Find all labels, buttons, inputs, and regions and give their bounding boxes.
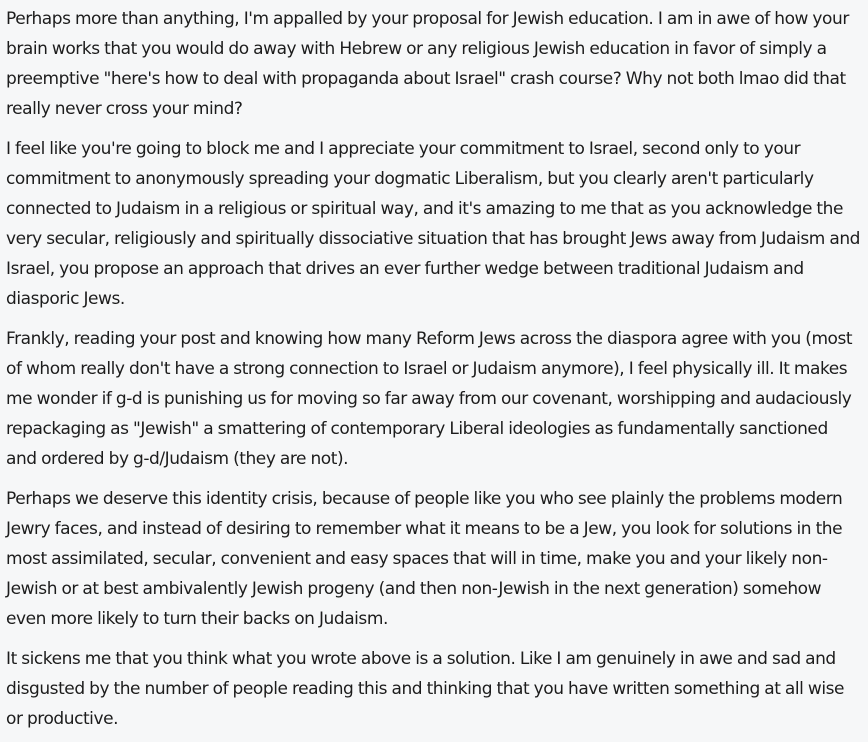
comment-paragraph-2: I feel like you're going to block me and I appreciate your commitment to Israel, second only to your commitment to anonymously spreading your dogmatic Liberalism, but you clearly aren't particularly connected to Judaism in a religious or spiritual way, and it's amazing to me that as you acknowledge the very secular, religiously and spiritually dissociative situation that has brought Jews away from Judaism and Israel, you propose an approach that drives an ever further wedge between traditional Judaism and diasporic Jews. <box>6 139 860 309</box>
comment-paragraph-4: Perhaps we deserve this identity crisis, because of people like you who see plainly the problems modern Jewry faces, and instead of desiring to remember what it means to be a Jew, you look for solutions in the most assimilated, secular, convenient and easy spaces that will in time, make you and your likely non-Jewish or at best ambivalently Jewish progeny (and then non-Jewish in the next generation) somehow even more likely to turn their backs on Judaism. <box>6 489 843 629</box>
comment-paragraph-5: It sickens me that you think what you wrote above is a solution. Like I am genuinely in awe and sad and disgusted by the number of people reading this and thinking that you have written something at all wise or productive. <box>6 649 845 729</box>
comment-paragraph-3: Frankly, reading your post and knowing how many Reform Jews across the diaspora agree with you (most of whom really don't have a strong connection to Israel or Judaism anymore), I feel physically ill. It makes me wonder if g-d is punishing us for moving so far away from our covenant, worshipping and audaciously repackaging as "Jewish" a smattering of contemporary Liberal ideologies as fundamentally sanctioned and ordered by g-d/Judaism (they are not). <box>6 329 853 469</box>
comment-paragraph-1: Perhaps more than anything, I'm appalled by your proposal for Jewish education. I am in awe of how your brain works that you would do away with Hebrew or any religious Jewish education in favor of simply a preemptive "here's how to deal with propaganda about Israel" crash course? Why not both lmao did that really never cross your mind? <box>6 9 849 119</box>
